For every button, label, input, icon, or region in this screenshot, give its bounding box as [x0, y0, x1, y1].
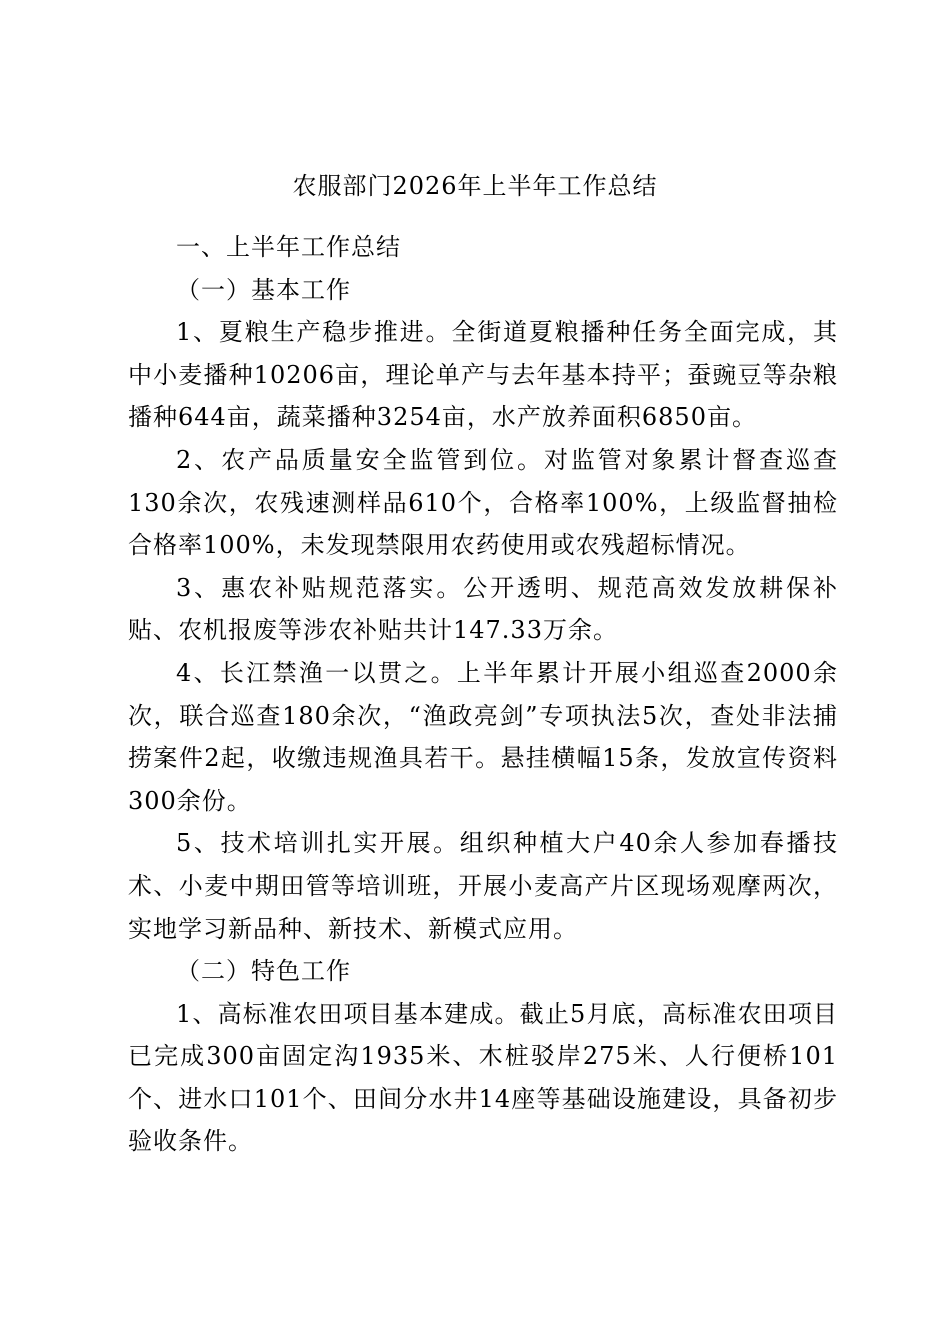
basic-item-2: 2、农产品质量安全监管到位。对监管对象累计督查巡查130余次，农残速测样品610个，合格率100%，上级监督抽检合格率100%，未发现禁限用农药使用或农残超标情况。 — [128, 445, 838, 560]
basic-item-1: 1、夏粮生产稳步推进。全街道夏粮播种任务全面完成，其中小麦播种10206亩，理论单产与去年基本持平；蚕豌豆等杂粮播种644亩，蔬菜播种3254亩，水产放养面积6850亩。 — [128, 318, 838, 432]
subsection-heading-basic: （一）基本工作 — [176, 275, 351, 304]
basic-item-5: 5、技术培训扎实开展。组织种植大户40余人参加春播技术、小麦中期田管等培训班，开展小麦高产片区现场观摩两次，实地学习新品种、新技术、新模式应用。 — [128, 829, 838, 943]
basic-item-4: 4、长江禁渔一以贯之。上半年累计开展小组巡查2000余次，联合巡查180余次，“渔政亮剑”专项执法5次，查处非法捕捞案件2起，收缴违规渔具若干。悬挂横幅15条，发放宣传资料300余份。 — [128, 658, 838, 815]
subsection-heading-feature: （二）特色工作 — [176, 957, 351, 986]
document-title: 农服部门2026年上半年工作总结 — [292, 172, 658, 200]
basic-item-3: 3、惠农补贴规范落实。公开透明、规范高效发放耕保补贴、农机报废等涉农补贴共计147.33万余。 — [128, 573, 838, 645]
feature-item-1: 1、高标准农田项目基本建成。截止5月底，高标准农田项目已完成300亩固定沟1935米、木桩驳岸275米、人行便桥101个、进水口101个、田间分水井14座等基础设施建设，具备初步验收条件。 — [128, 999, 838, 1156]
document-body — [128, 226, 838, 1163]
section-heading: 一、上半年工作总结 — [176, 233, 401, 261]
